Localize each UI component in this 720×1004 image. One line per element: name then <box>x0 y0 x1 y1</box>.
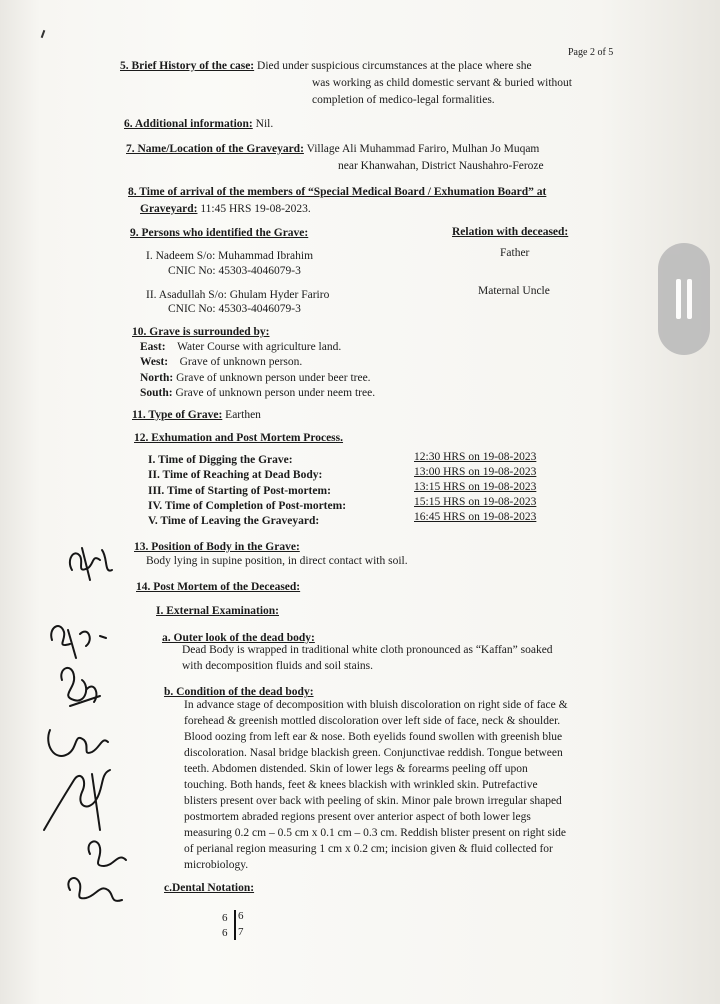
identifier-2-name: II. Asadullah S/o: Ghulam Hyder Fariro <box>146 289 330 301</box>
north-value: Grave of unknown person under beer tree. <box>176 372 371 384</box>
tooth-upper-left: 6 <box>222 912 228 924</box>
timeline-row-2-value: 13:00 HRS on 19-08-2023 <box>414 466 537 478</box>
section-8-label: Graveyard: <box>140 203 198 215</box>
signature-6 <box>89 841 126 866</box>
section-5-line2: was working as child domestic servant & buried without <box>312 77 572 89</box>
signature-1 <box>70 548 112 580</box>
east-key: East: <box>140 341 166 353</box>
south-value: Grave of unknown person under neem tree. <box>175 387 376 399</box>
section-6-label: 6. Additional information: <box>124 118 253 130</box>
section-6 <box>124 118 273 131</box>
timeline-row-4-value: 15:15 HRS on 19-08-2023 <box>414 496 537 508</box>
scroll-handle[interactable] <box>658 243 710 355</box>
south-row <box>140 387 375 400</box>
section-6-value: Nil. <box>255 118 274 130</box>
outer-look-line1: Dead Body is wrapped in traditional white cloth pronounced as “Kaffan” soaked <box>182 644 553 656</box>
section-8-line1: 8. Time of arrival of the members of “Special Medical Board / Exhumation Board” at <box>128 186 547 198</box>
dental-notation-label: c.Dental Notation: <box>164 882 255 894</box>
section-5 <box>120 60 532 73</box>
tooth-lower-left: 6 <box>222 927 228 939</box>
condition-line-11: microbiology. <box>184 859 249 871</box>
condition-line-7: blisters present over back with peeling of skin. Minor pale brown irregular shaped <box>184 795 562 807</box>
page-number: Page 2 of 5 <box>568 47 614 58</box>
section-11-value: Earthen <box>225 409 261 421</box>
condition-line-4: discoloration. Nasal bridge blackish green. Conjunctivae reddish. Tongue between <box>184 747 563 759</box>
north-row <box>140 372 371 385</box>
identifier-1-name: I. Nadeem S/o: Muhammad Ibrahim <box>146 250 314 262</box>
timeline-row-2-label: II. Time of Reaching at Dead Body: <box>148 469 323 481</box>
timeline-row-5-label: V. Time of Leaving the Graveyard: <box>148 515 320 527</box>
pen-mark <box>41 30 46 38</box>
condition-line-1: In advance stage of decomposition with bluish discoloration on right side of face & <box>184 699 568 711</box>
section-12-label: 12. Exhumation and Post Mortem Process. <box>134 432 344 444</box>
tooth-upper-right: 6 <box>238 910 244 922</box>
section-14-label: 14. Post Mortem of the Deceased: <box>136 581 301 593</box>
section-11 <box>132 409 261 422</box>
section-10-label: 10. Grave is surrounded by: <box>132 326 270 338</box>
signature-7 <box>68 878 122 901</box>
condition-line-9: measuring 0.2 cm – 0.5 cm x 0.1 cm – 0.3 cm. Reddish blister present on right side <box>184 827 566 839</box>
east-value: Water Course with agriculture land. <box>177 341 342 353</box>
timeline-row-1-label: I. Time of Digging the Grave: <box>148 454 293 466</box>
signature-5 <box>44 770 110 830</box>
section-11-label: 11. Type of Grave: <box>132 409 223 421</box>
section-7-line1: Village Ali Muhammad Fariro, Mulhan Jo Muqam <box>306 143 540 155</box>
identifier-1-cnic: CNIC No: 45303-4046079-3 <box>168 265 301 277</box>
west-value: Grave of unknown person. <box>179 356 303 368</box>
dental-midline <box>234 910 236 940</box>
external-exam-label: I. External Examination: <box>156 605 279 617</box>
relation-header: Relation with deceased: <box>452 226 569 238</box>
south-key: South: <box>140 387 173 399</box>
timeline-row-3-value: 13:15 HRS on 19-08-2023 <box>414 481 537 493</box>
scroll-handle-grip-right <box>687 279 692 319</box>
condition-line-5: teeth. Abdomen distended. Skin of lower legs & forearms peeling off upon <box>184 763 528 775</box>
signature-3 <box>61 668 100 706</box>
condition-line-8: postmortem abraded regions present over anterior aspect of both lower legs <box>184 811 531 823</box>
section-5-label: 5. Brief History of the case: <box>120 60 255 72</box>
section-13-label: 13. Position of Body in the Grave: <box>134 541 300 553</box>
condition-label: b. Condition of the dead body: <box>164 686 314 698</box>
scroll-handle-grip-left <box>676 279 681 319</box>
handwritten-signatures <box>30 530 140 930</box>
condition-line-6: touching. Both hands, feet & knees blackish with wrinkled skin. Putrefactive <box>184 779 538 791</box>
section-13-value: Body lying in supine position, in direct contact with soil. <box>146 555 408 567</box>
signature-4 <box>48 730 108 756</box>
section-8-line2 <box>140 203 311 216</box>
section-7-label: 7. Name/Location of the Graveyard: <box>126 143 304 155</box>
timeline-row-4-label: IV. Time of Completion of Post-mortem: <box>148 500 347 512</box>
condition-line-10: of perianal region measuring 1 cm x 0.2 cm; incision given & fluid collected for <box>184 843 553 855</box>
section-8-value: 11:45 HRS 19-08-2023. <box>200 203 311 215</box>
signature-2 <box>51 626 106 658</box>
condition-line-2: forehead & greenish mottled discoloration over left side of face, neck & shoulder. <box>184 715 561 727</box>
section-5-line3: completion of medico-legal formalities. <box>312 94 495 106</box>
timeline-row-1-value: 12:30 HRS on 19-08-2023 <box>414 451 537 463</box>
east-row <box>140 341 341 354</box>
identifier-2-relation: Maternal Uncle <box>478 285 550 297</box>
section-7-line2: near Khanwahan, District Naushahro-Feroze <box>338 160 544 172</box>
identifier-1-relation: Father <box>500 247 530 259</box>
tooth-lower-right: 7 <box>238 926 244 938</box>
section-9-label: 9. Persons who identified the Grave: <box>130 227 309 239</box>
outer-look-label: a. Outer look of the dead body: <box>162 632 315 644</box>
identifier-2-cnic: CNIC No: 45303-4046079-3 <box>168 303 301 315</box>
west-row <box>140 356 302 369</box>
timeline-row-5-value: 16:45 HRS on 19-08-2023 <box>414 511 537 523</box>
outer-look-line2: with decomposition fluids and soil stains. <box>182 660 374 672</box>
timeline-row-3-label: III. Time of Starting of Post-mortem: <box>148 485 331 497</box>
section-7 <box>126 143 539 156</box>
section-5-line1: Died under suspicious circumstances at the place where she <box>257 60 532 72</box>
north-key: North: <box>140 372 174 384</box>
west-key: West: <box>140 356 169 368</box>
condition-line-3: Blood oozing from left ear & nose. Both eyelids found swollen with greenish blue <box>184 731 563 743</box>
